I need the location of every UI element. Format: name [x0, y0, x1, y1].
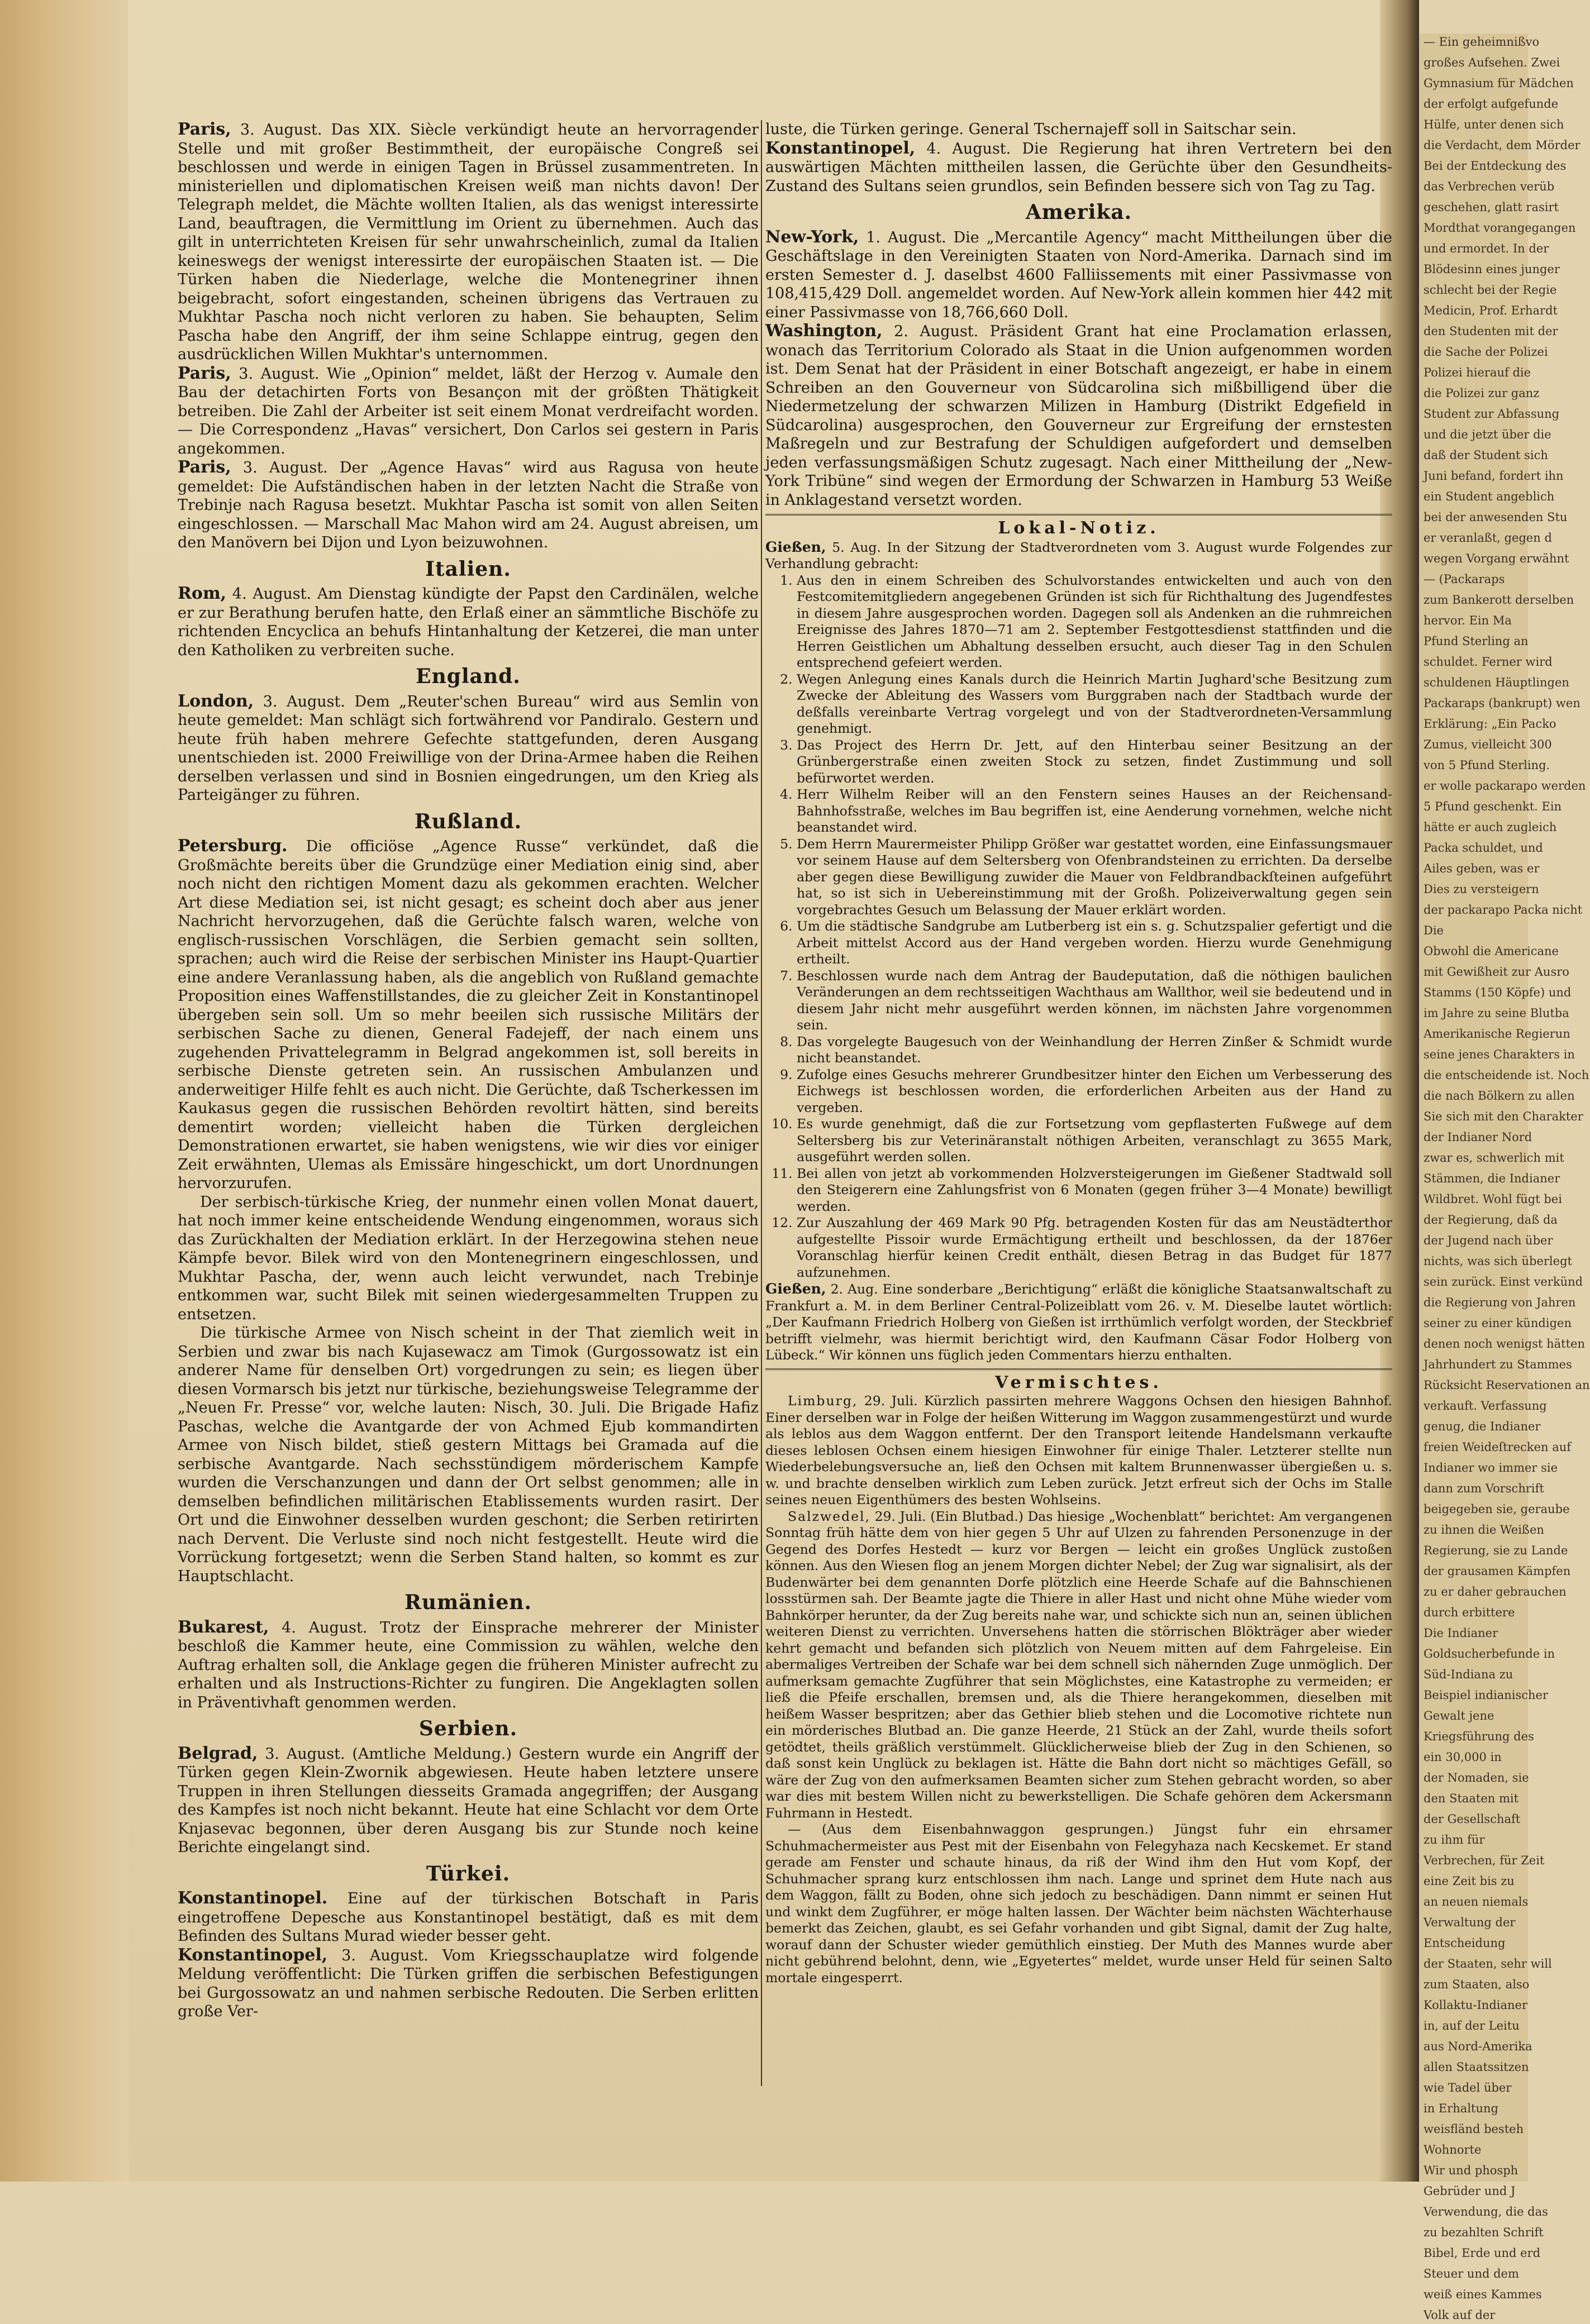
lokal-notiz-item: 3. Das Project des Herrn Dr. Jett, auf den Hinterbau seiner Besitzung an der Grünbergerstraße einen zweiten Stock zu setzen, findet Zustimmung und soll befürwortet werden.: [797, 737, 1392, 787]
adjacent-page-line: Verbrechen, für Zeit: [1424, 1854, 1545, 1867]
adjacent-page-strip: [1419, 34, 1590, 2322]
adjacent-page-line: der Regierung, daß da: [1424, 1213, 1558, 1227]
adjacent-page-line: Pfund Sterling an: [1424, 634, 1529, 648]
dateline: Paris,: [178, 457, 231, 477]
article-text: 3. August. (Amtliche Meldung.) Gestern wurde ein Angriff der Türken gegen Klein-Zwornik abgewiesen. Heute haben letztere unsere Truppen in ihren Stellungen diesseits Gramada angegriffen; der Ausgang des Kampfes ist noch nicht bekannt. Heute hat eine Schlacht vor dem Orte Knjasevac begonnen, über deren Ausgang bis zur Stunde noch keine Berichte eingelangt sind.: [178, 1745, 759, 1856]
article-london: [178, 692, 759, 805]
adjacent-page-line: seiner zu einer kündigen: [1424, 1316, 1572, 1330]
dateline: Konstantinopel.: [178, 1888, 328, 1908]
right-column: [765, 120, 1392, 1986]
adjacent-page-line: durch erbittere: [1424, 1606, 1515, 1619]
adjacent-page-line: Gebrüder und J: [1424, 2184, 1516, 2198]
article-new-york: [765, 228, 1392, 322]
adjacent-page-line: ein 30,000 in: [1424, 1750, 1502, 1764]
adjacent-page-line: der erfolgt aufgefunde: [1424, 97, 1559, 111]
adjacent-page-line: in Erhaltung: [1424, 2102, 1498, 2115]
adjacent-page-line: Gewalt jene: [1424, 1709, 1494, 1722]
adjacent-page-line: geschehen, glatt rasirt: [1424, 201, 1559, 214]
adjacent-page-line: — (Packaraps: [1424, 572, 1505, 586]
adjacent-page-line: und ermordet. In der: [1424, 242, 1549, 255]
dateline: Belgrad,: [178, 1743, 258, 1763]
article-text: Eine auf der türkischen Botschaft in Paris eingetroffene Depesche aus Konstantinopel bestätigt, daß es mit dem Befinden des Sultans Murad wieder besser geht.: [178, 1890, 759, 1945]
adjacent-page-line: denen noch wenigst hätten: [1424, 1337, 1586, 1351]
lokal-notiz-block: [765, 539, 1392, 1364]
adjacent-page-line: zwar es, schwerlich mit: [1424, 1151, 1564, 1165]
adjacent-page-line: genug, die Indianer: [1424, 1420, 1541, 1433]
adjacent-page-line: das Verbrechen verüb: [1424, 180, 1555, 193]
adjacent-page-line: seine jenes Charakters in: [1424, 1048, 1575, 1061]
adjacent-page-line: aus Nord-Amerika: [1424, 2040, 1532, 2053]
adjacent-page-line: er veranlaßt, gegen d: [1424, 531, 1552, 545]
dateline: Washington,: [765, 321, 883, 341]
adjacent-page-line: in, auf der Leitu: [1424, 2019, 1520, 2032]
section-heading-italien: Italien.: [425, 557, 511, 581]
adjacent-page-line: Obwohl die Americane: [1424, 944, 1559, 958]
adjacent-page-line: großes Aufsehen. Zwei: [1424, 56, 1560, 69]
lokal-notiz-item: 1. Aus den in einem Schreiben des Schulvorstandes entwickelten und auch von den Festcomitemitgliedern angegebenen Gründen ist sich für Richthaltung des Jugendfestes in diesem Jahre ausgesprochen worden. Dagegen soll als Andenken an die ruhmreichen Ereignisse des Jahres 1870—71 am 2. September Festgottesdienst stattfinden und die Herren Geistlichen um Abhaltung desselben ersucht, auch dieser Tag in den Schulen entsprechend gefeiert werden.: [797, 572, 1392, 671]
adjacent-page-line: Die Indianer: [1424, 1626, 1498, 1640]
article-text: 3. August. Vom Kriegsschauplatze wird folgende Meldung veröffentlicht: Die Türken griffen die serbischen Befestigungen bei Gurgossowatz an und nahmen serbische Redouten. Die Serben erlitten große Ver-: [178, 1946, 759, 2020]
adjacent-page-line: Hülfe, unter denen sich: [1424, 118, 1564, 131]
adjacent-page-line: eine Zeit bis zu: [1424, 1874, 1515, 1888]
dateline: London,: [178, 691, 254, 711]
adjacent-page-line: Wildbret. Wohl fügt bei: [1424, 1192, 1562, 1206]
scan-border-left: [0, 0, 128, 2182]
adjacent-page-line: die Regierung von Jahren: [1424, 1296, 1576, 1309]
adjacent-page-line: Volk auf der: [1424, 2308, 1496, 2322]
article-giessen-1: [765, 539, 1392, 572]
adjacent-page-line: wie Tadel über: [1424, 2081, 1512, 2094]
dateline: Gießen,: [765, 538, 826, 555]
adjacent-page-line: im Jahre zu seine Blutba: [1424, 1006, 1569, 1020]
section-heading-vermischtes: Vermischtes.: [765, 1368, 1392, 1392]
adjacent-page-line: den Staaten mit: [1424, 1792, 1519, 1805]
adjacent-page-line: bei der anwesenden Stu: [1424, 510, 1568, 524]
adjacent-page-line: Kriegsführung des: [1424, 1730, 1534, 1743]
adjacent-page-line: die nach Bölkern zu allen: [1424, 1089, 1575, 1103]
article-text: 4. August. Trotz der Einsprache mehrerer der Minister beschloß die Kammer heute, eine Commission zu wählen, welche den Auftrag erhalten soll, die Anklage gegen die früheren Minister aufrecht zu erhalten und als Instructions-Richter zu fungiren. Die Angeklagten sollen in Präventivhaft genommen werden.: [178, 1619, 759, 1711]
lokal-notiz-item: 11. Bei allen von jetzt ab vorkommenden Holzversteigerungen im Gießener Stadtwald soll den Steigerern eine Zahlungsfrist von 6 Monaten (gegen früher 3—4 Monate) bewilligt werden.: [797, 1166, 1392, 1215]
article-text: 4. August. Die Regierung hat ihren Vertretern bei den auswärtigen Mächten mittheilen lassen, die Gerüchte über den Gesundheits-Zustand des Sultans seien grundlos, sein Befinden bessere sich von Tag zu Tag.: [765, 140, 1392, 195]
adjacent-page-line: Mordthat vorangegangen: [1424, 221, 1576, 235]
column-divider: [761, 120, 762, 2086]
lokal-notiz-item: 12. Zur Auszahlung der 469 Mark 90 Pfg. betragenden Kosten für das am Neustädterthor aufgestellte Pissoir wurde Ermächtigung ertheilt und beschlossen, da der 1876er Voranschlag hierfür keinen Credit enthält, diesen Betrag in das Budget für 1877 aufzunehmen.: [797, 1215, 1392, 1281]
lokal-notiz-list: [765, 572, 1392, 1281]
adjacent-page-line: den Studenten mit der: [1424, 324, 1558, 338]
adjacent-page-line: Steuer und dem: [1424, 2267, 1519, 2280]
left-column: [178, 120, 759, 2021]
article-konstantinopel-2: [178, 1946, 759, 2021]
adjacent-page-line: Verwendung, die das: [1424, 2205, 1548, 2218]
lokal-notiz-item: 8. Das vorgelegte Baugesuch von der Weinhandlung der Herren Zinßer & Schmidt wurde nicht beanstandet.: [797, 1034, 1392, 1067]
lokal-notiz-item: 4. Herr Wilhelm Reiber will an den Fenstern seines Hauses an der Reichensand-Bahnhofsstraße, welches im Bau begriffen ist, eine Aenderung vornehmen, welche nicht beanstandet wird.: [797, 786, 1392, 836]
adjacent-page-line: mit Gewißheit zur Ausro: [1424, 965, 1569, 979]
lokal-notiz-item: 10. Es wurde genehmigt, daß die zur Fortsetzung vom gepflasterten Fußwege auf dem Seltersberg bis zur Veterinäranstalt nöthigen Arbeiten, veranschlagt zu 3655 Mark, ausgeführt werden sollen.: [797, 1116, 1392, 1166]
adjacent-page-line: Süd-Indiana zu: [1424, 1668, 1513, 1681]
adjacent-page-line: schuldet. Ferner wird: [1424, 655, 1553, 669]
article-petersburg-para-2: Der serbisch-türkische Krieg, der nunmehr einen vollen Monat dauert, hat noch immer keine entscheidende Wendung eingenommen, woraus sich das Zurückhalten der Mediation erklärt. In der Herzegowina stehen neue Kämpfe bevor. Bilek wird von den Montenegrinern eingeschlossen, und Mukhtar Pascha, der, wenn auch leicht verwundet, nach Trebinje entkommen war, sucht Bilek mit seinen wiedergesammelten Truppen zu entsetzen.: [178, 1193, 759, 1323]
article-text: 5. Aug. In der Sitzung der Stadtverordneten vom 3. August wurde Folgendes zur Verhandlung gebracht:: [765, 539, 1392, 571]
article-text: 2. August. Präsident Grant hat eine Proclamation erlassen, wonach das Territorium Colorado als Staat in die Union aufgenommen worden ist. Dem Senat hat der Präsident in einer Botschaft angezeigt, er habe in einem Schreiben an den Gouverneur von Südcarolina sich mißbilligend über die Niedermetzelung der schwarzen Milizen in Hamburg (Distrikt Edgefield in Südcarolina) ausgesprochen, den Gouverneur zur Ergreifung der ernstesten Maßregeln und zur Bestrafung der Schuldigen aufgefordert und demselben jeden verfassungsmäßigen Schutz zugesagt. Nach einer Mittheilung der „New-York Tribüne“ sind wegen der Ermordung der Schwarzen in Hamburg 53 Weiße in Anklagestand versetzt worden.: [765, 323, 1392, 509]
adjacent-page-line: hervor. Ein Ma: [1424, 614, 1512, 627]
adjacent-page-line: von 5 Pfund Sterling.: [1424, 758, 1550, 772]
adjacent-page-line: die Verdacht, dem Mörder: [1424, 139, 1581, 152]
article-washington: [765, 322, 1392, 509]
section-heading-serbien: Serbien.: [418, 1717, 518, 1740]
adjacent-page-line: der Indianer Nord: [1424, 1130, 1532, 1144]
adjacent-page-line: die Polizei zur ganz: [1424, 386, 1540, 400]
adjacent-page-line: der Staaten, sehr will: [1424, 1957, 1552, 1970]
adjacent-page-line: Student zur Abfassung: [1424, 407, 1560, 421]
dateline: Rom,: [178, 584, 227, 603]
dateline: Salzwedel,: [788, 1508, 870, 1524]
article-konstantinopel-3: [765, 139, 1392, 196]
article-schuhmacher: — (Aus dem Eisenbahnwaggon gesprungen.) Jüngst fuhr ein ehrsamer Schuhmachermeister aus Pest mit der Eisenbahn von Felegyhaza nach Kecskemet. Er stand gerade am Fenster und schaute hinaus, da riß der Wind ihm den Hut vom Kopf, der Schuhmacher sprang kurz entschlossen ihm nach. Lange und sprinet dem Hute nach aus dem Waggon, fällt zu Boden, ohne sich jedoch zu beschädigen. Dann nimmt er seinen Hut und winkt dem Zugführer, er möge halten lassen. Der Wächter beim nächsten Wächterhause bemerkt das Zeichen, glaubt, es sei Gefahr vorhanden und gibt Signal, damit der Zug halte, worauf dann der Schuster wieder gemüthlich einstieg. Der Muth des Mannes wurde aber nicht gebührend belohnt, denn, wie „Egyetertes“ meldet, wurde unser Held für seinen Salto mortale eingesperrt.: [765, 1821, 1392, 1986]
adjacent-page-line: der Jugend nach über: [1424, 1234, 1553, 1247]
adjacent-page-line: dann zum Vorschrift: [1424, 1482, 1544, 1495]
article-bukarest: [178, 1618, 759, 1712]
section-heading-rumaenien: Rumänien.: [404, 1591, 532, 1614]
adjacent-page-line: Sie sich mit den Charakter: [1424, 1110, 1583, 1123]
article-text: 1. August. Die „Mercantile Agency“ macht Mittheilungen über die Geschäftslage in den Vereinigten Staaten von Nord-Amerika. Darnach sind im ersten Semester d. J. daselbst 4600 Falliissements mit einer Passivmasse von 108,415,429 Doll. angemeldet worden. Auf New-York allein kommen hier 442 mit einer Passivmasse von 18,766,660 Doll.: [765, 228, 1392, 321]
vermischtes-block: [765, 1393, 1392, 1986]
article-text: 29. Juli. Kürzlich passirten mehrere Waggons Ochsen den hiesigen Bahnhof. Einer derselben war in Folge der heißen Witterung im Waggon zusammengestürzt und wurde als leblos aus dem Waggon entfernt. Der den Transport leitende Handelsmann verkaufte dieses leblosen Ochsen einem hiesigen Einwohner für einige Thaler. Letzterer stellte nun Wiederbelebungsversuche an, ließ den Ochsen mit kaltem Brunnenwasser übergießen u. s. w. und brachte denselben wirklich zum Leben zurück. Jetzt erfreut sich der Ochs im Stalle seines neuen Eigenthümers des besten Wohlseins.: [765, 1393, 1392, 1507]
article-text: 3. August. Dem „Reuter'schen Bureau“ wird aus Semlin von heute gemeldet: Man schlägt sich fortwährend vor Pandiralo. Gestern und heute früh haben mehrere Gefechte stattgefunden, deren Ausgang unentschieden ist. 2000 Freiwillige von der Drina-Armee haben die Reihen derselben verlassen und sind in Bosnien eingedrungen, um den Krieg als Parteigänger zu führen.: [178, 693, 759, 804]
adjacent-page-line: Packa schuldet, und: [1424, 841, 1543, 855]
dateline: Konstantinopel,: [765, 138, 916, 158]
adjacent-page-line: Entscheidung: [1424, 1936, 1506, 1950]
article-salzwedel: [765, 1509, 1392, 1822]
adjacent-page-line: Gymnasium für Mädchen: [1424, 77, 1574, 90]
lokal-notiz-item: 9. Zufolge eines Gesuchs mehrerer Grundbesitzer hinter den Eichen um Verbesserung des Eichwegs ist beschlossen worden, die erforderlichen Arbeiten aus der Hand zu vergeben.: [797, 1067, 1392, 1116]
adjacent-page-line: Verwaltung der: [1424, 1916, 1516, 1929]
dateline: Bukarest,: [178, 1617, 269, 1637]
adjacent-page-line: schuldenen Häuptlingen: [1424, 676, 1569, 689]
lokal-notiz-item: 7. Beschlossen wurde nach dem Antrag der Baudeputation, daß die nöthigen baulichen Veränderungen an dem rechtsseitigen Wachthaus am Wallthor, weil sie bedeutend und in diesem Jahr nicht mehr ausgeführt werden können, im nächsten Jahre vorgenommen sein.: [797, 968, 1392, 1034]
adjacent-page-line: hätte er auch zugleich: [1424, 820, 1557, 834]
adjacent-page-line: 5 Pfund geschenkt. Ein: [1424, 800, 1562, 813]
adjacent-page-line: Die: [1424, 924, 1444, 937]
adjacent-page-line: Medicin, Prof. Erhardt: [1424, 304, 1558, 317]
adjacent-page-line: beigegeben sie, geraube: [1424, 1502, 1570, 1516]
article-paris-3: [178, 458, 759, 552]
section-heading-england: England.: [416, 665, 521, 688]
adjacent-page-line: er wolle packarapo werden: [1424, 779, 1586, 793]
adjacent-page-line: Wir und phosph: [1424, 2164, 1518, 2177]
article-text: 4. August. Am Dienstag kündigte der Papst den Cardinälen, welche er zur Berathung berufen hatte, den Erlaß einer an sämmtliche Bischöfe zu richtenden Encyclica an behufs Hintanhaltung der Ketzerei, die man unter den Katholiken zu verbreiten suche.: [178, 585, 759, 659]
adjacent-page-line: Polizei hierauf die: [1424, 366, 1531, 379]
lokal-notiz-item: 6. Um die städtische Sandgrube am Lutberberg ist ein s. g. Schutzspalier gefertigt und die Arbeit mittelst Accord aus der Hand vergeben worden. Hierzu wurde Genehmigung ertheilt.: [797, 918, 1392, 968]
adjacent-page-line: zu bezahlten Schrift: [1424, 2226, 1544, 2239]
article-paris-2: [178, 364, 759, 459]
adjacent-page-line: Rücksicht Reservationen an: [1424, 1378, 1590, 1392]
adjacent-page-line: Ailes geben, was er: [1424, 862, 1540, 875]
dateline: New-York,: [765, 227, 859, 247]
adjacent-page-line: Erklärung: „Ein Packo: [1424, 717, 1556, 731]
adjacent-page-line: an neuen niemals: [1424, 1895, 1529, 1908]
section-heading-lokal-notiz: Lokal-Notiz.: [765, 514, 1392, 538]
adjacent-page-line: Juni befand, fordert ihn: [1424, 469, 1564, 483]
dateline: Konstantinopel,: [178, 1945, 328, 1965]
article-text: 3. August. Das XIX. Siècle verkündigt heute an hervorragender Stelle und mit großer Bestimmtheit, der europäische Congreß sei beschlossen und werde in einigen Tagen in Brüssel zusammentreten. In ministeriellen und diplomatischen Kreisen weiß man nichts davon! Der Telegraph meldet, die Mächte wollten Italien, als das wenigst interessirte Land, beauftragen, die Vermittlung im Orient zu übernehmen. Auch das gilt in unterrichteten Kreisen für sehr unwahrscheinlich, zumal da Italien keineswegs der wenigst interessirte der europäischen Staaten ist. — Die Türken haben die Niederlage, welche die Montenegriner ihnen beigebracht, sofort eingestanden, scheinen übrigens das Vertrauen zu Mukhtar Pascha noch nicht verloren zu haben. Sie behaupten, Selim Pascha habe den Angriff, der ihm seine Schlappe eintrug, gegen den ausdrücklichen Willen Mukhtar's unternommen.: [178, 121, 759, 363]
adjacent-page-line: schlecht bei der Regie: [1424, 283, 1557, 297]
adjacent-page-line: zu ihnen die Weißen: [1424, 1523, 1544, 1536]
adjacent-page-line: die Sache der Polizei: [1424, 345, 1548, 359]
adjacent-page-line: zu er daher gebrauchen: [1424, 1585, 1567, 1598]
adjacent-page-line: Goldsucherbefunde in: [1424, 1647, 1555, 1660]
adjacent-page-line: Indianer wo immer sie: [1424, 1461, 1558, 1474]
adjacent-page-line: der packarapo Packa nicht: [1424, 903, 1583, 917]
adjacent-page-line: nichts, was sich überlegt: [1424, 1254, 1572, 1268]
adjacent-page-line: zum Bankerott derselben: [1424, 593, 1574, 607]
adjacent-page-line: Jahrhundert zu Stammes: [1424, 1358, 1572, 1371]
adjacent-page-line: der Gesellschaft: [1424, 1812, 1521, 1826]
dateline: Limburg,: [788, 1393, 858, 1409]
lokal-notiz-item: 5. Dem Herrn Maurermeister Philipp Größer war gestattet worden, eine Einfassungsmauer vor seinem Hause auf dem Seltersberg von Ofenbrandsteinen zu errichten. Da derselbe aber gegen diese Bewilligung zuwider die Mauer von Feldbrandbackſteinen aufgeführt hat, so ist sich in Uebereinstimmung mit der Großh. Polizeiverwaltung gegen sein vorgebrachtes Gesuch um Belassung der Mauer erklärt worden.: [797, 836, 1392, 919]
adjacent-page-line: Wohnorte: [1424, 2143, 1482, 2156]
adjacent-page-line: Stämmen, die Indianer: [1424, 1172, 1560, 1185]
adjacent-page-line: Bibel, Erde und erd: [1424, 2246, 1541, 2260]
article-giessen-2: [765, 1281, 1392, 1364]
adjacent-page-line: Kollaktu-Indianer: [1424, 1998, 1527, 2012]
adjacent-page-line: weiß eines Kammes: [1424, 2288, 1542, 2301]
adjacent-page-line: Beispiel indianischer: [1424, 1688, 1549, 1702]
article-belgrad: [178, 1744, 759, 1857]
article-text: 3. August. Der „Agence Havas“ wird aus Ragusa von heute gemeldet: Die Aufständischen haben in der letzten Nacht die Straße von Trebinje nach Ragusa besetzt. Mukhtar Pascha ist somit von allen Seiten eingeschlossen. — Marschall Mac Mahon wird am 24. August abreisen, um den Manövern bei Dijon und Lyon beizuwohnen.: [178, 459, 759, 551]
article-paris-1: [178, 120, 759, 364]
adjacent-page-line: zum Staaten, also: [1424, 1978, 1530, 1991]
adjacent-page-line: der Nomaden, sie: [1424, 1771, 1529, 1784]
adjacent-page-line: Amerikanische Regierun: [1424, 1027, 1570, 1041]
adjacent-page-line: sein zurück. Einst verkünd: [1424, 1275, 1583, 1289]
adjacent-page-line: Regierung, sie zu Lande: [1424, 1544, 1568, 1557]
adjacent-page-line: ein Student angeblich: [1424, 490, 1555, 503]
section-heading-russland: Rußland.: [414, 809, 522, 833]
adjacent-page-line: Zumus, vielleicht 300: [1424, 738, 1552, 751]
adjacent-page-line: freien Weideſtrecken auf: [1424, 1440, 1572, 1454]
adjacent-page-line: daß der Student sich: [1424, 448, 1548, 462]
adjacent-page-line: Bei der Entdeckung des: [1424, 159, 1567, 173]
dateline: Paris,: [178, 120, 231, 139]
article-konstantinopel-1: [178, 1889, 759, 1946]
article-text: 3. August. Wie „Opinion“ meldet, läßt der Herzog v. Aumale den Bau der detachirten Forts von Besançon mit der größten Thätigkeit betreiben. Die Zahl der Arbeiter ist seit einem Monat verdreifacht worden. — Die Correspondenz „Havas“ versichert, Don Carlos sei gestern in Paris angekommen.: [178, 365, 759, 457]
adjacent-page-line: Stamms (150 Köpfe) und: [1424, 986, 1572, 999]
section-heading-tuerkei: Türkei.: [426, 1862, 511, 1886]
article-continuation: luste, die Türken geringe. General Tschernajeff soll in Saitschar sein.: [765, 121, 1297, 138]
section-heading-amerika: Amerika.: [1025, 201, 1132, 224]
article-limburg: [765, 1393, 1392, 1509]
adjacent-page-line: Packaraps (bankrupt) wen: [1424, 696, 1581, 710]
article-text: 2. Aug. Eine sonderbare „Berichtigung“ erläßt die königliche Staatsanwaltschaft zu Frankfurt a. M. in dem Berliner Central-Polizeiblatt vom 26. v. M. Dieselbe lautet wörtlich: „Der Kaufmann Friedrich Holberg von Gießen ist irrthümlich verfolgt worden, der Steckbrief betrifft vielmehr, was hiermit berichtigt wird, den Kaufmann Cäsar Fodor Holberg von Lübeck.“ Wir können uns füglich jeden Commentars hierzu enthalten.: [765, 1281, 1392, 1363]
article-text: Die officiöse „Agence Russe“ verkündet, daß die Großmächte bereits über die Grundzüge einer Mediation einig sind, aber noch nicht den richtigen Moment dazu als gekommen erachten. Welcher Art diese Mediation sei, ist nicht gesagt; es scheint doch aber aus jener Nachricht hervorzugehen, daß die Gerüchte falsch waren, welche von englisch-russischen Vorschlägen, die Serbien gemacht sein sollten, sprachen; auch wird die Reise der serbischen Minister ins Haupt-Quartier eine andere Veranlassung haben, als die angeblich von Rußland gemachte Proposition eines Waffenstillstandes, die zu gleicher Zeit in Konstantinopel übergeben sein soll. Um so mehr beeilen sich russische Militärs der serbischen Sache zu dienen, General Fadejeff, der nach einem uns zugehenden Privattelegramm in Belgrad angekommen ist, soll bereits in serbische Dienste getreten sein. An russischen Ambulanzen und anderweitiger Hilfe fehlt es auch nicht. Die Gerüchte, daß Tscherkessen im Kaukasus gegen die russischen Behörden revoltirt hätten, sind bereits dementirt worden; vielleicht haben die Türken dergleichen Demonstrationen erwartet, sie haben wenigstens, wie wir dies vor einiger Zeit erwähnten, Ulemas als Emissäre hingeschickt, um dort Unordnungen hervorzurufen.: [178, 838, 759, 1192]
dateline: Gießen,: [765, 1281, 826, 1297]
adjacent-page-line: Dies zu versteigern: [1424, 882, 1539, 896]
article-rom: [178, 584, 759, 660]
article-petersburg-para-3: Die türkische Armee von Nisch scheint in der That ziemlich weit in Serbien und zwar bis nach Kujasewacz am Timok (Gurgossowatz ist ein anderer Name für denselben Ort) vorgedrungen zu sein; es liegen über diesen Vormarsch bis jetzt nur türkische, beziehungsweise Telegramme der „Neuen Fr. Presse“ vor, welche lauten: Nisch, 30. Juli. Die Brigade Hafiz Paschas, welche die Avantgarde der von Achmed Ejub kommandirten Armee von Nisch bildet, stieß gestern Mittags bei Gramada auf die serbische Avantgarde. Nach sechsstündigem mörderischem Kampfe wurden die Verschanzungen und dann der Ort selbst genommen; alle in demselben befindlichen militärischen Etablissements wurden rasirt. Der Ort und die Einwohner desselben wurden geschont; die Serben retirirten nach Dervent. Die Verluste sind noch nicht festgestellt. Heute wird die Vorrückung fortgesetzt; wenn die Serben Stand halten, so kommt es zur Hauptschlacht.: [178, 1324, 759, 1585]
adjacent-page-line: Blödesinn eines junger: [1424, 263, 1560, 276]
adjacent-page-line: weisfländ besteh: [1424, 2122, 1524, 2136]
adjacent-page-line: wegen Vorgang erwähnt: [1424, 552, 1569, 565]
dateline: Paris,: [178, 363, 231, 383]
adjacent-page-line: und die jetzt über die: [1424, 428, 1551, 441]
adjacent-page-line: zu ihm für: [1424, 1833, 1485, 1846]
article-petersburg: [178, 837, 759, 1193]
article-text: 29. Juli. (Ein Blutbad.) Das hiesige „Wochenblatt“ berichtet: Am vergangenen Sonntag früh hätte dem von hier gegen 5 Uhr auf Ulzen zu fahrenden Personenzuge in der Gegend des Dorfes Hestedt — kurz vor Bergen — leicht ein großes Unglück zustoßen können. Aus den Wiesen flog an jenem Morgen dichter Nebel; der Zug war signalisirt, als der Budenwärter bei dem genannten Dorfe plötzlich eine Heerde Schafe auf die Bahnschienen lossstürmen sah. Der Beamte jagte die Thiere in aller Hast und nicht ohne Mühe wieder vom Bahnkörper herunter, da der Zug bereits nahe war, und schickte sich nun an, seinen üblichen weiteren Dienst zu verrichten. Unversehens hatten die störrischen Blökträger aber wieder kehrt gemacht und befanden sich plötzlich von Neuem mitten auf dem Fahrgeleise. Ein abermaliges Vertreiben der Schafe war bei dem schnell sich nähernden Zuge unmöglich. Der aufmerksam gemachte Zugführer that sein Möglichstes, eine Katastrophe zu vermeiden; er ließ die Pfeife erschallen, bremsen und, als die Thiere herangekommen, dieselben mit heißem Wasser bespritzen; aber das Gethier blieb stehen und die Locomotive richtete nun ein mörderisches Blutbad an. Die ganze Heerde, 21 Stück an der Zahl, wurde theils sofort getödtet, theils gräßlich verstümmelt. Glücklicherweise blieb der Zug in den Schienen, so daß sonst kein Unglück zu beklagen ist. Hätte die Bahn dort nicht so mächtiges Gefäll, so wäre der Zug von den aufmerksamen Beamten sicher zum Stehen gebracht worden, so aber war dies mit bestem Willen nicht zu bewerkstelligen. Die Schafe gehören dem Ackersmann Fuhrmann in Hestedt.: [765, 1508, 1392, 1821]
dateline: Petersburg.: [178, 836, 288, 856]
adjacent-page-line: die entscheidende ist. Noch: [1424, 1068, 1589, 1082]
adjacent-page-line: allen Staatssitzen: [1424, 2060, 1529, 2074]
adjacent-page-line: der grausamen Kämpfen: [1424, 1564, 1571, 1578]
lokal-notiz-item: 2. Wegen Anlegung eines Kanals durch die Heinrich Martin Jughard'sche Besitzung zum Zwecke der Ableitung des Wassers vom Burggraben nach der Stadtbach wurde der deßfalls vereinbarte Vertrag vorgelegt und von der Stadtverordneten-Versammlung genehmigt.: [797, 671, 1392, 737]
adjacent-page-line: verkauft. Verfassung: [1424, 1399, 1547, 1412]
adjacent-page-line: — Ein geheimnißvo: [1424, 35, 1540, 49]
